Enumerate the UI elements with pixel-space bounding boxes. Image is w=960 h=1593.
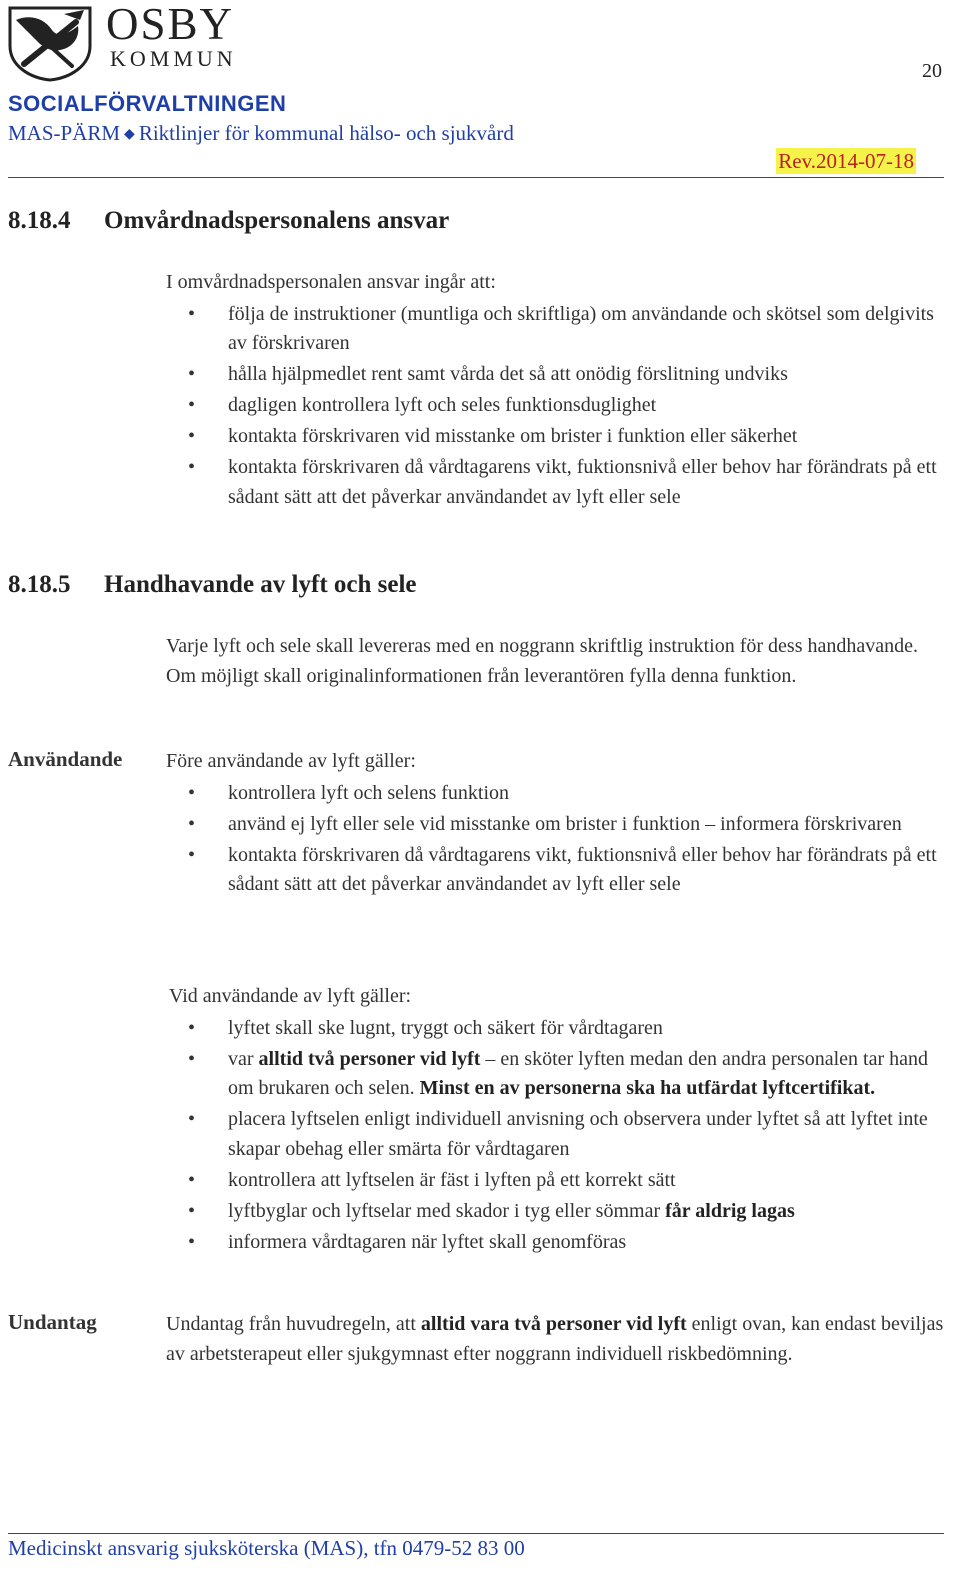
brand-name: OSBY — [106, 0, 235, 49]
text-run: enligt ovan, kan endast beviljas av arbetsterapeut eller sjukgymnast efter noggrann individuell riskbedömning. — [166, 1313, 944, 1365]
during-use-list — [166, 1014, 944, 1258]
revision-date: Rev.2014-07-18 — [778, 149, 914, 173]
list-item: • placera lyftselen enligt individuell anvisning och observera under lyftet så att lyftet inte skapar obehag eller smärta för vårdtagaren — [166, 1105, 944, 1164]
responsibility-block — [166, 268, 944, 514]
list-item: • följa de instruktioner (muntliga och skriftliga) om användande och skötsel som delgivits av förskrivaren — [166, 300, 944, 359]
exception-text — [166, 1310, 944, 1369]
text-run: – en sköter lyften medan den andra personalen tar hand om brukaren och selen. — [228, 1047, 929, 1099]
header-divider — [8, 177, 944, 178]
emphasis-certificate: Minst en av personerna ska ha utfärdat lyftcertifikat. — [419, 1077, 876, 1099]
section-heading-8-18-4 — [8, 207, 449, 235]
responsibility-intro: I omvårdnadspersonalen ansvar ingår att: — [166, 271, 496, 293]
handling-intro-text: Varje lyft och sele skall levereras med en noggrann skriftlig instruktion för dess handhavande. Om möjligt skall originalinformationen från leverantören fylla denna funktion. — [166, 635, 919, 687]
section-title: Omvårdnadspersonalens ansvar — [104, 207, 450, 234]
exception-block — [166, 1310, 944, 1369]
document-subtitle — [8, 121, 514, 146]
list-item — [166, 1045, 944, 1104]
diamond-icon: ◆ — [124, 127, 135, 142]
text-run: Undantag från huvudregeln, att — [166, 1313, 421, 1335]
footer-divider — [8, 1533, 944, 1534]
list-item: • använd ej lyft eller sele vid misstanke om brister i funktion – informera förskrivaren — [166, 810, 944, 840]
exception-label: Undantag — [8, 1310, 97, 1334]
list-item: • kontakta förskrivaren då vårdtagarens vikt, fuktionsnivå eller behov har förändrats på ett sådant sätt att det påverkar användandet av lyft eller sele — [166, 841, 944, 900]
text-run: lyftbyglar och lyftselar med skador i tyg eller sömmar — [228, 1199, 666, 1222]
section-title: Handhavande av lyft och sele — [104, 571, 417, 598]
section-number: 8.18.5 — [8, 571, 71, 598]
text-run: var — [228, 1047, 259, 1070]
emphasis-two-persons: alltid vara två personer vid lyft — [420, 1313, 687, 1335]
responsibility-list — [166, 300, 944, 513]
osby-coat-of-arms-logo — [6, 4, 94, 82]
brand-subtitle: KOMMUN — [110, 46, 237, 71]
during-use-block — [169, 982, 944, 1259]
list-item: • dagligen kontrollera lyft och seles funktionsduglighet — [166, 391, 944, 421]
handling-intro — [166, 632, 944, 691]
list-item: • informera vårdtagaren när lyftet skall genomföras — [166, 1228, 944, 1258]
list-item — [166, 1197, 944, 1227]
list-item: • kontrollera lyft och selens funktion — [166, 779, 944, 809]
emphasis-two-persons: alltid två personer vid lyft — [258, 1047, 481, 1070]
before-use-block — [166, 747, 944, 901]
binder-name: MAS-PÄRM — [8, 121, 121, 145]
list-item: • lyftet skall ske lugnt, tryggt och säkert för vårdtagaren — [166, 1014, 944, 1044]
list-item: • kontrollera att lyftselen är fäst i lyften på ett korrekt sätt — [166, 1166, 944, 1196]
footer-contact: Medicinskt ansvarig sjuksköterska (MAS), tfn 0479-52 83 00 — [8, 1536, 525, 1560]
department-name: SOCIALFÖRVALTNINGEN — [8, 91, 287, 116]
section-number: 8.18.4 — [8, 207, 71, 234]
usage-label: Användande — [8, 747, 123, 771]
before-use-heading: Före användande av lyft gäller: — [166, 750, 416, 772]
guideline-title: Riktlinjer för kommunal hälso- och sjukvård — [138, 121, 514, 145]
during-use-heading: Vid användande av lyft gäller: — [169, 985, 412, 1007]
section-heading-8-18-5 — [8, 571, 417, 599]
before-use-list — [166, 779, 944, 900]
list-item: • kontakta förskrivaren då vårdtagarens vikt, fuktionsnivå eller behov har förändrats på ett sådant sätt att det påverkar användandet av lyft eller sele — [166, 453, 944, 512]
emphasis-never-repair: får aldrig lagas — [665, 1199, 795, 1222]
list-item: • hålla hjälpmedlet rent samt vårda det så att onödig förslitning undviks — [166, 360, 944, 390]
list-item: • kontakta förskrivaren vid misstanke om brister i funktion eller säkerhet — [166, 422, 944, 452]
page-number: 20 — [922, 60, 942, 82]
